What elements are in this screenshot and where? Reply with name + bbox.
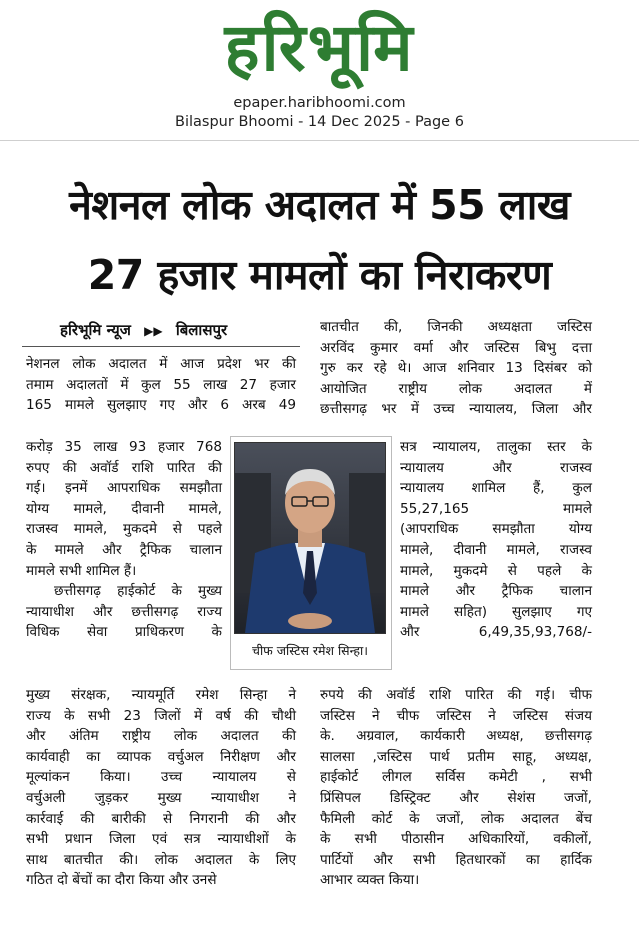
- article-line: मामले, मुकदमे से पहले के: [400, 562, 592, 579]
- article-line: अरविंद कुमार वर्मा और जस्टिस बिभु दत्ता: [320, 339, 592, 356]
- article-line: न्यायाधीश और छत्तीसगढ़ राज्य: [26, 603, 222, 620]
- article-line: (आपराधिक समझौता योग्य: [400, 521, 592, 538]
- article-line: प्रिंसिपल डिस्ट्रिक्ट और सेशंस जजों,: [320, 789, 592, 806]
- article-line: पार्टियों और सभी हितधारकों का हार्दिक: [320, 851, 592, 868]
- article-line: गुरु कर रहे थे। आज शनिवार 13 दिसंबर को: [320, 360, 592, 377]
- article-line: करोड़ 35 लाख 93 हजार 768: [26, 439, 222, 455]
- article-line: न्यायालय और राजस्व: [400, 459, 592, 476]
- left-column-top: [26, 354, 296, 416]
- article-line: कार्यवाही का व्यापक वर्चुअल निरीक्षण और: [26, 748, 296, 765]
- article-line: के मामले और ट्रैफिक चालान: [26, 541, 222, 558]
- photo-chief-justice: [234, 442, 386, 634]
- article-line: जस्टिस ने चीफ जस्टिस ने जस्टिस संजय: [320, 707, 592, 724]
- article-line: सभी प्रधान जिला एवं सत्र न्यायाधीशों के: [26, 831, 296, 848]
- article-line: वर्चुअली जुड़कर मुख्य न्यायाधीश ने: [26, 789, 296, 806]
- article-line: छत्तीसगढ़ हाईकोर्ट के मुख्य: [54, 583, 222, 600]
- article-line: मामले और ट्रैफिक चालान: [400, 583, 592, 600]
- article-line: राजस्व मामले, मुकदमे से पहले: [26, 521, 222, 538]
- article-line: हाईकोर्ट लीगल सर्विस कमेटी , सभी: [320, 769, 592, 786]
- article-line: 165 मामले सुलझाए गए और 6 अरब 49: [26, 397, 296, 414]
- article-line: आभार व्यक्त किया।: [320, 872, 420, 889]
- article-line: कार्रवाई की बारीकी से निगरानी की और: [26, 810, 296, 827]
- article-line: सालसा ,जस्टिस पार्थ प्रतीम साहू, अध्यक्ष,: [320, 748, 592, 765]
- portrait-image: [235, 443, 385, 633]
- article-line: आयोजित राष्ट्रीय लोक अदालत में: [320, 380, 592, 397]
- byline-place: बिलासपुर: [175, 321, 228, 339]
- article-line: मुख्य संरक्षक, न्यायमूर्ति रमेश सिन्हा ने: [26, 687, 296, 703]
- article-line: रुपए की अवॉर्ड राशि पारित की: [26, 459, 222, 476]
- article-line: गई। इनमें आपराधिक समझौता: [26, 480, 222, 497]
- left-column-bottom: [26, 685, 296, 891]
- site-url: epaper.haribhoomi.com: [233, 95, 406, 111]
- article-line: नेशनल लोक अदालत में आज प्रदेश भर की: [26, 356, 296, 372]
- article-line: राज्य के सभी 23 जिलों में वर्ष की चौथी: [26, 707, 296, 724]
- byline-source: हरिभूमि न्यूज: [60, 321, 131, 339]
- article-line: मूल्यांकन किया। उच्च न्यायालय से: [26, 769, 296, 786]
- article-line: के. अग्रवाल, कार्यकारी अध्यक्ष, छत्तीसगढ़: [320, 728, 592, 745]
- byline-divider: [22, 346, 300, 347]
- article-line: के सभी पीठासीन अधिकारियों, वकीलों,: [320, 831, 592, 848]
- article-line: 55,27,165 मामले: [400, 500, 592, 517]
- article-line: मामले सहित) सुलझाए गए: [400, 603, 592, 620]
- article-line: सत्र न्यायालय, तालुका स्तर के: [400, 439, 592, 455]
- article-line: मामले, दीवानी मामले, राजस्व: [400, 541, 592, 558]
- article-line: तमाम अदालतों में कुल 55 लाख 27 हजार: [26, 376, 296, 393]
- masthead-divider: [0, 140, 639, 141]
- newspaper-logo: हरिभूमि: [224, 9, 415, 86]
- article-line: योग्य मामले, दीवानी मामले,: [26, 500, 222, 517]
- headline-line-2: 27 हजार मामलों का निराकरण: [87, 251, 552, 299]
- photo-caption: चीफ जस्टिस रमेश सिन्हा।: [252, 643, 368, 658]
- article-line: फैमिली कोर्ट के जजों, लोक अदालत बेंच: [320, 810, 592, 827]
- article-line: गठित दो बेंचों का दौरा किया और उनसे: [26, 872, 217, 889]
- byline-separator-icon: ▶▶: [144, 324, 163, 338]
- right-column-bottom: [320, 685, 592, 891]
- article-line: और 6,49,35,93,768/-: [400, 624, 592, 641]
- left-column-narrow: [26, 437, 222, 643]
- article-line: और अंतिम राष्ट्रीय लोक अदालत की: [26, 728, 296, 745]
- headline-line-1: नेशनल लोक अदालत में 55 लाख: [69, 181, 570, 229]
- article-line: छत्तीसगढ़ भर में उच्च न्यायालय, जिला और: [320, 401, 592, 418]
- article-line: मामले सभी शामिल हैं।: [26, 562, 137, 579]
- right-column-narrow: [400, 437, 592, 643]
- byline: [60, 320, 227, 340]
- edition-info: Bilaspur Bhoomi - 14 Dec 2025 - Page 6: [175, 114, 464, 130]
- article-line: रुपये की अवॉर्ड राशि पारित की गई। चीफ: [320, 687, 592, 703]
- article-line: साथ बातचीत की। लोक अदालत के लिए: [26, 851, 296, 868]
- article-line: न्यायालय शामिल हैं, कुल: [400, 480, 592, 497]
- article-line: बातचीत की, जिनकी अध्यक्षता जस्टिस: [320, 319, 592, 335]
- right-column-top: [320, 317, 592, 420]
- article-line: विधिक सेवा प्राधिकरण के: [26, 624, 222, 641]
